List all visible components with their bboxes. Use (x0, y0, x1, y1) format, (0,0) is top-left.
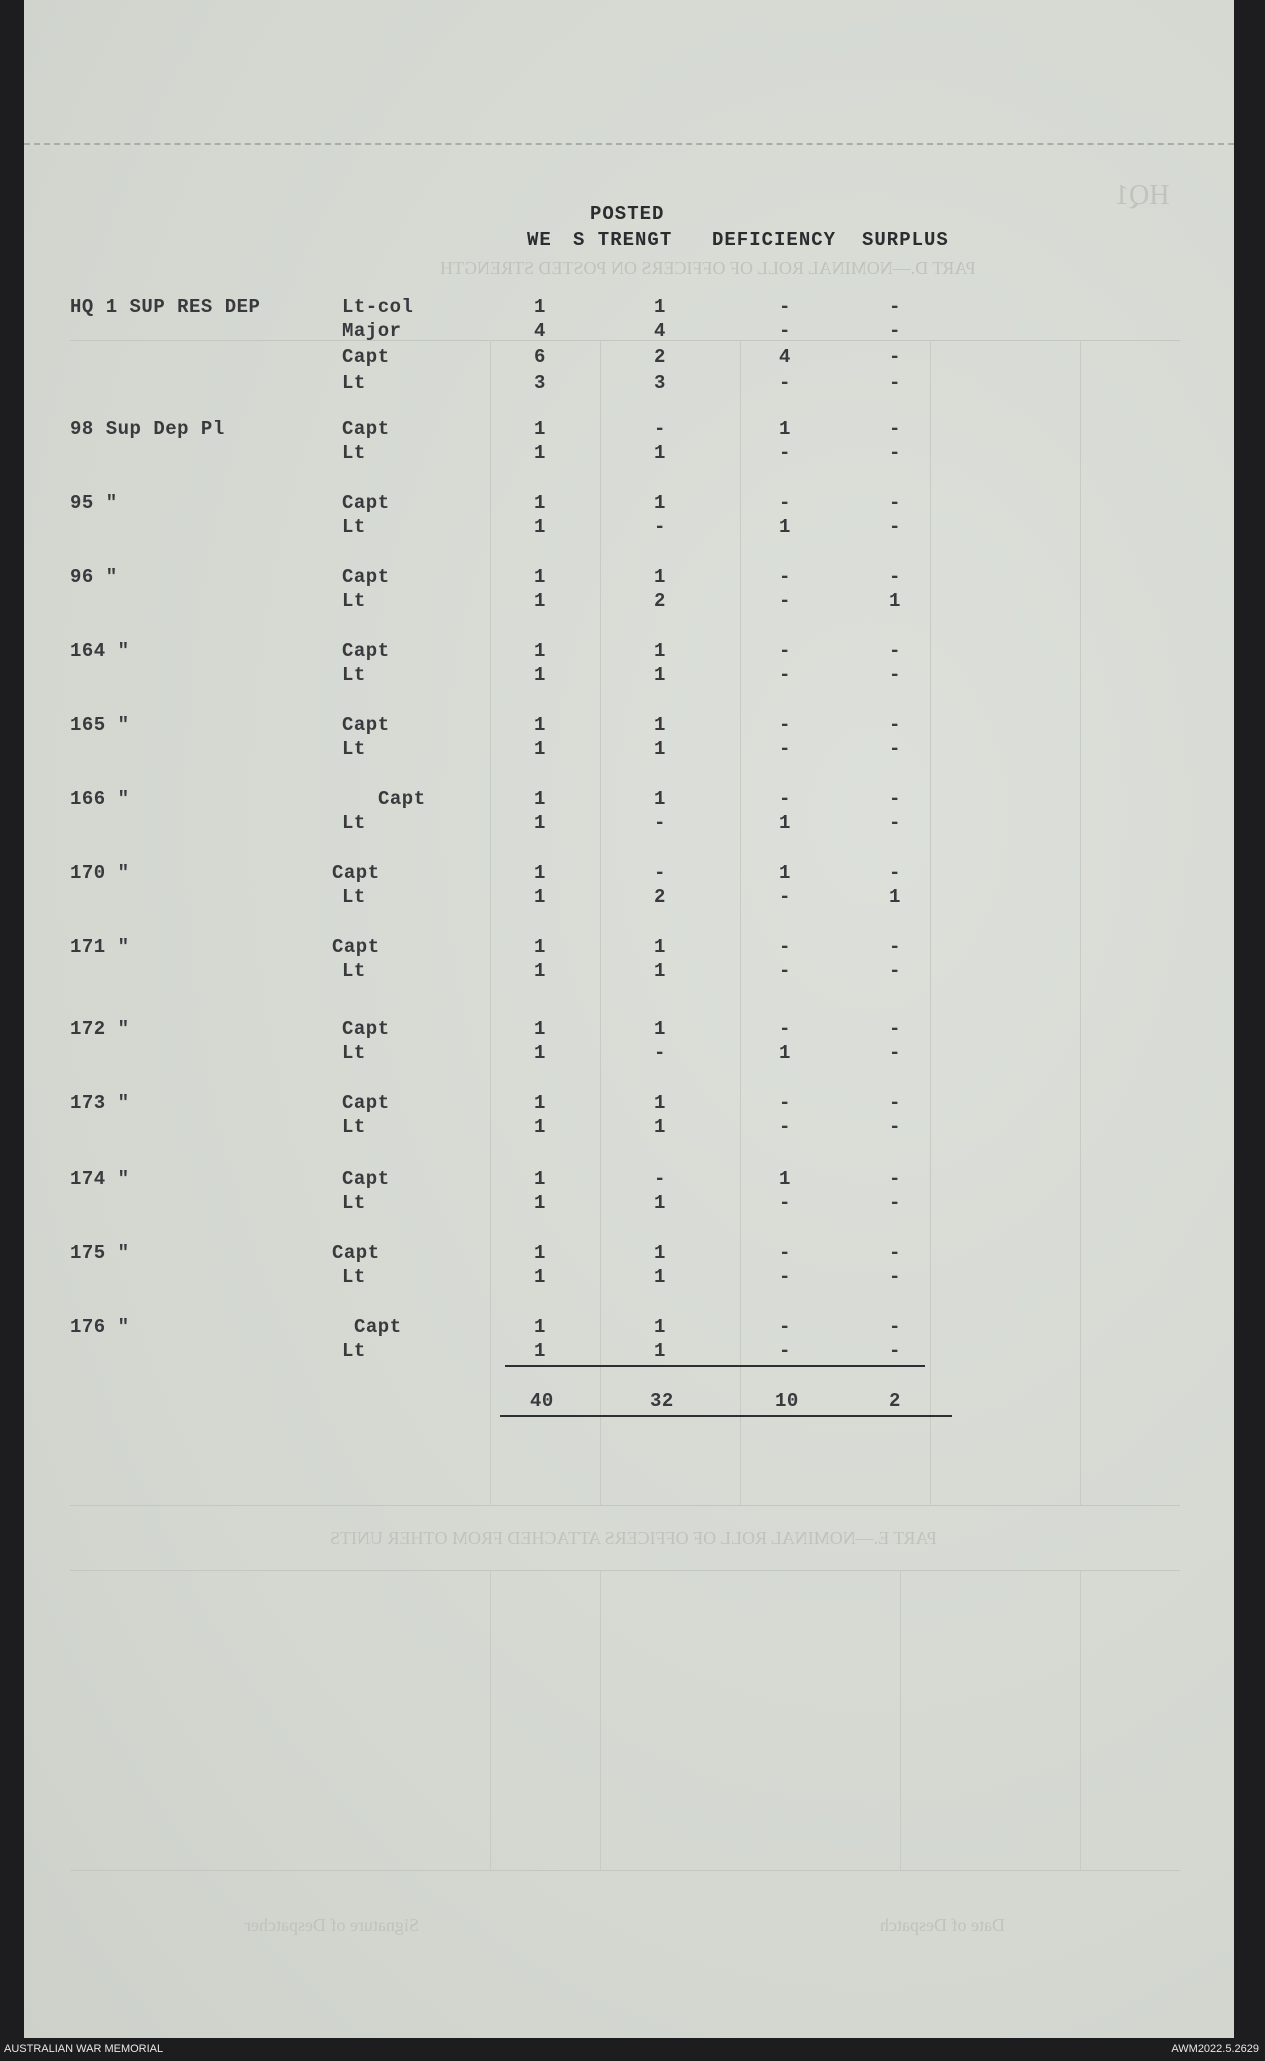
strength-cell: 1 (654, 1242, 666, 1264)
strength-cell: 1 (654, 640, 666, 662)
total-we: 40 (530, 1390, 554, 1412)
surplus-cell: - (889, 1266, 901, 1288)
deficiency-cell: - (779, 1340, 791, 1362)
ghost-form-ref: HQ1 (1115, 180, 1170, 211)
rank-label: Capt (332, 936, 380, 958)
deficiency-cell: - (779, 1316, 791, 1338)
rank-label: Capt (378, 788, 426, 810)
we-cell: 1 (534, 516, 546, 538)
surplus-cell: - (889, 1116, 901, 1138)
strength-cell: 2 (654, 346, 666, 368)
strength-cell: 1 (654, 936, 666, 958)
we-cell: 1 (534, 862, 546, 884)
deficiency-cell: - (779, 372, 791, 394)
we-cell: 1 (534, 442, 546, 464)
surplus-cell: - (889, 1042, 901, 1064)
rank-label: Capt (342, 418, 390, 440)
ghost-rule (70, 1570, 1180, 1571)
we-cell: 1 (534, 492, 546, 514)
rank-label: Capt (342, 1092, 390, 1114)
deficiency-cell: - (779, 442, 791, 464)
ghost-column-rule (600, 340, 601, 1505)
we-cell: 1 (534, 886, 546, 908)
deficiency-cell: - (779, 296, 791, 318)
we-cell: 1 (534, 1266, 546, 1288)
rank-label: Lt (342, 590, 366, 612)
we-cell: 1 (534, 566, 546, 588)
unit-label: 173 " (70, 1092, 130, 1114)
strength-cell: - (654, 862, 666, 884)
total-strength: 32 (650, 1390, 674, 1412)
deficiency-cell: - (779, 590, 791, 612)
deficiency-cell: - (779, 664, 791, 686)
strength-cell: - (654, 516, 666, 538)
we-cell: 1 (534, 1316, 546, 1338)
surplus-cell: - (889, 1168, 901, 1190)
surplus-cell: - (889, 788, 901, 810)
we-cell: 1 (534, 960, 546, 982)
deficiency-cell: 1 (779, 1168, 791, 1190)
rank-label: Lt (342, 738, 366, 760)
we-cell: 1 (534, 1042, 546, 1064)
we-cell: 1 (534, 1242, 546, 1264)
we-cell: 1 (534, 1092, 546, 1114)
strength-cell: 1 (654, 442, 666, 464)
ghost-part-e: PART E.—NOMINAL ROLL OF OFFICERS ATTACHED FROM OTHER UNITS (330, 1528, 937, 1548)
deficiency-cell: 4 (779, 346, 791, 368)
deficiency-cell: 1 (779, 812, 791, 834)
deficiency-cell: - (779, 1192, 791, 1214)
rank-label: Lt (342, 1042, 366, 1064)
rank-label: Major (342, 320, 402, 342)
unit-label: 96 " (70, 566, 118, 588)
deficiency-cell: - (779, 936, 791, 958)
unit-label: 171 " (70, 936, 130, 958)
strength-cell: - (654, 812, 666, 834)
deficiency-cell: - (779, 714, 791, 736)
strength-cell: 1 (654, 1192, 666, 1214)
ghost-column-rule (600, 1570, 601, 1870)
rank-label: Capt (342, 1018, 390, 1040)
ghost-column-rule (1080, 1570, 1081, 1870)
header-strength: S TRENGT (573, 229, 673, 251)
strength-cell: 3 (654, 372, 666, 394)
deficiency-cell: - (779, 960, 791, 982)
we-cell: 1 (534, 738, 546, 760)
strength-cell: 2 (654, 886, 666, 908)
strength-cell: - (654, 418, 666, 440)
ghost-rule (70, 340, 1180, 341)
total-surplus: 2 (889, 1390, 901, 1412)
header-surplus: SURPLUS (862, 229, 949, 251)
header-deficiency: DEFICIENCY (712, 229, 837, 251)
deficiency-cell: - (779, 1018, 791, 1040)
deficiency-cell: 1 (779, 418, 791, 440)
deficiency-cell: - (779, 640, 791, 662)
footer-source: AUSTRALIAN WAR MEMORIAL (4, 2043, 164, 2055)
strength-cell: 1 (654, 566, 666, 588)
unit-label: 95 " (70, 492, 118, 514)
strength-cell: 1 (654, 1340, 666, 1362)
we-cell: 1 (534, 590, 546, 612)
rank-label: Capt (342, 1168, 390, 1190)
rank-label: Lt (342, 960, 366, 982)
surplus-cell: - (889, 714, 901, 736)
surplus-cell: - (889, 1192, 901, 1214)
surplus-cell: 1 (889, 590, 901, 612)
strength-cell: 1 (654, 1116, 666, 1138)
unit-label: 176 " (70, 1316, 130, 1338)
deficiency-cell: - (779, 566, 791, 588)
rank-label: Lt (342, 1340, 366, 1362)
header-posted: POSTED (590, 203, 665, 225)
unit-label: 172 " (70, 1018, 130, 1040)
ghost-rule (70, 1505, 1180, 1506)
rank-label: Lt (342, 372, 366, 394)
we-cell: 6 (534, 346, 546, 368)
strength-cell: 1 (654, 1316, 666, 1338)
rank-label: Capt (332, 1242, 380, 1264)
strength-cell: 1 (654, 664, 666, 686)
strength-cell: - (654, 1042, 666, 1064)
rank-label: Capt (354, 1316, 402, 1338)
surplus-cell: - (889, 1242, 901, 1264)
deficiency-cell: 1 (779, 516, 791, 538)
surplus-cell: - (889, 664, 901, 686)
surplus-cell: - (889, 1340, 901, 1362)
we-cell: 1 (534, 788, 546, 810)
rank-label: Capt (342, 346, 390, 368)
we-cell: 3 (534, 372, 546, 394)
deficiency-cell: 1 (779, 862, 791, 884)
strength-cell: 1 (654, 1266, 666, 1288)
rank-label: Lt (342, 1266, 366, 1288)
we-cell: 1 (534, 1116, 546, 1138)
ghost-signature: Signature of Despatcher (245, 1915, 419, 1935)
rank-label: Capt (342, 714, 390, 736)
deficiency-cell: - (779, 1242, 791, 1264)
total-deficiency: 10 (775, 1390, 799, 1412)
ghost-column-rule (930, 340, 931, 1505)
footer-bar (0, 2038, 1265, 2061)
ghost-column-rule (1080, 340, 1081, 1505)
strength-cell: 1 (654, 960, 666, 982)
we-cell: 1 (534, 664, 546, 686)
deficiency-cell: - (779, 738, 791, 760)
strength-cell: - (654, 1168, 666, 1190)
footer-accession: AWM2022.5.2629 (1171, 2043, 1259, 2055)
surplus-cell: - (889, 960, 901, 982)
rank-label: Capt (342, 640, 390, 662)
surplus-cell: - (889, 738, 901, 760)
unit-label: 170 " (70, 862, 130, 884)
rank-label: Capt (332, 862, 380, 884)
we-cell: 1 (534, 936, 546, 958)
we-cell: 1 (534, 418, 546, 440)
surplus-cell: - (889, 442, 901, 464)
rank-label: Lt (342, 516, 366, 538)
we-cell: 1 (534, 714, 546, 736)
surplus-cell: - (889, 812, 901, 834)
strength-cell: 1 (654, 714, 666, 736)
unit-label: 165 " (70, 714, 130, 736)
we-cell: 1 (534, 1340, 546, 1362)
strength-cell: 4 (654, 320, 666, 342)
surplus-cell: - (889, 640, 901, 662)
rank-label: Lt (342, 442, 366, 464)
surplus-cell: - (889, 418, 901, 440)
surplus-cell: - (889, 320, 901, 342)
deficiency-cell: 1 (779, 1042, 791, 1064)
surplus-cell: - (889, 1316, 901, 1338)
header-we: WE (527, 229, 552, 251)
deficiency-cell: - (779, 1266, 791, 1288)
unit-label: 174 " (70, 1168, 130, 1190)
surplus-cell: - (889, 296, 901, 318)
strength-cell: 1 (654, 788, 666, 810)
rank-label: Lt (342, 812, 366, 834)
rank-label: Lt (342, 886, 366, 908)
we-cell: 1 (534, 1168, 546, 1190)
subtotal-rule (505, 1365, 925, 1367)
ghost-dispatch: Date of Despatch (880, 1915, 1005, 1935)
surplus-cell: 1 (889, 886, 901, 908)
strength-cell: 1 (654, 738, 666, 760)
deficiency-cell: - (779, 492, 791, 514)
rank-label: Lt-col (342, 296, 414, 318)
deficiency-cell: - (779, 1116, 791, 1138)
unit-label: 164 " (70, 640, 130, 662)
we-cell: 4 (534, 320, 546, 342)
strength-cell: 1 (654, 1018, 666, 1040)
surplus-cell: - (889, 566, 901, 588)
deficiency-cell: - (779, 886, 791, 908)
rank-label: Lt (342, 1116, 366, 1138)
surplus-cell: - (889, 862, 901, 884)
total-rule (500, 1415, 952, 1417)
strength-cell: 2 (654, 590, 666, 612)
unit-label: HQ 1 SUP RES DEP (70, 296, 261, 318)
we-cell: 1 (534, 296, 546, 318)
unit-label: 98 Sup Dep Pl (70, 418, 225, 440)
deficiency-cell: - (779, 1092, 791, 1114)
rank-label: Lt (342, 664, 366, 686)
surplus-cell: - (889, 1018, 901, 1040)
surplus-cell: - (889, 492, 901, 514)
rank-label: Lt (342, 1192, 366, 1214)
surplus-cell: - (889, 1092, 901, 1114)
surplus-cell: - (889, 346, 901, 368)
ghost-part-d: PART D.—NOMINAL ROLL OF OFFICERS ON POSTED STRENGTH (440, 258, 976, 278)
strength-cell: 1 (654, 492, 666, 514)
strength-cell: 1 (654, 296, 666, 318)
ghost-column-rule (900, 1570, 901, 1870)
deficiency-cell: - (779, 788, 791, 810)
ghost-column-rule (490, 1570, 491, 1870)
unit-label: 166 " (70, 788, 130, 810)
we-cell: 1 (534, 812, 546, 834)
ghost-column-rule (740, 340, 741, 1505)
rank-label: Capt (342, 566, 390, 588)
unit-label: 175 " (70, 1242, 130, 1264)
ghost-rule (70, 1870, 1180, 1871)
rank-label: Capt (342, 492, 390, 514)
surplus-cell: - (889, 936, 901, 958)
surplus-cell: - (889, 516, 901, 538)
we-cell: 1 (534, 640, 546, 662)
surplus-cell: - (889, 372, 901, 394)
we-cell: 1 (534, 1192, 546, 1214)
strength-cell: 1 (654, 1092, 666, 1114)
ghost-column-rule (490, 340, 491, 1505)
we-cell: 1 (534, 1018, 546, 1040)
perforation-line (24, 143, 1234, 145)
deficiency-cell: - (779, 320, 791, 342)
